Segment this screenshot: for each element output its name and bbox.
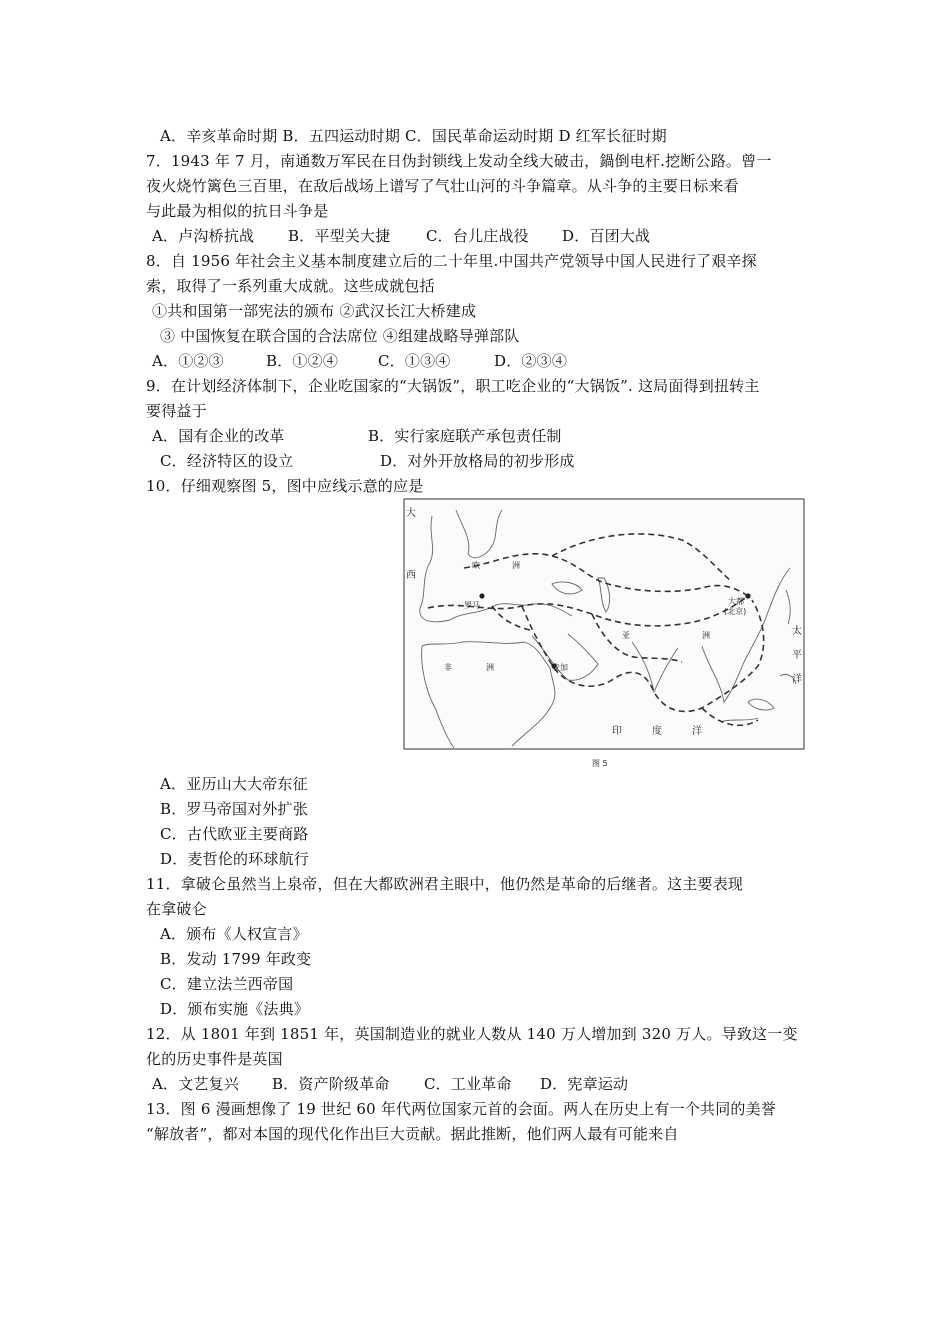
q12-option-b[interactable]: B．资产阶级革命 <box>272 1075 390 1093</box>
map-label-mecca: 麦加 <box>552 663 568 672</box>
q9-option-b[interactable]: B．实行家庭联产承包责任制 <box>368 427 562 445</box>
q8-options <box>152 351 567 371</box>
map-label-dadu-1: 大都 <box>728 597 744 606</box>
q10-option-b[interactable]: B．罗马帝国对外扩张 <box>160 800 309 818</box>
q10-option-a[interactable]: A．亚历山大大帝东征 <box>160 775 308 793</box>
q11-option-a[interactable]: A．颁布《人权宣言》 <box>160 925 308 943</box>
map-label-indian-1: 印 <box>612 726 622 737</box>
q13-stem-line1: 13．图 6 漫画想像了 19 世纪 60 年代两位国家元首的会面。两人在历史上有一个共同的美誉 <box>146 1100 777 1118</box>
q8-option-c[interactable]: C．①③④ <box>378 352 451 370</box>
q7-stem-line1: 7．1943 年 7 月，南通数万军民在日伪封锁线上发动全线大破击，鍋倒电杆.挖断公路。曾一 <box>146 152 772 170</box>
map-label-europe-2: 洲 <box>512 561 520 570</box>
q7-stem-line3: 与此最为相似的抗日斗争是 <box>146 202 329 220</box>
q9-options-row1 <box>152 426 562 446</box>
q12-options <box>152 1074 628 1094</box>
q10-stem: 10．仔细观察图 5，图中应线示意的应是 <box>146 477 424 495</box>
q8-option-a[interactable]: A．①②③ <box>152 352 224 370</box>
q11-option-d[interactable]: D．颁布实施《法典》 <box>160 1000 310 1018</box>
q6-options: A．辛亥革命时期 B．五四运动时期 C．国民革命运动时期 D 红军长征时期 <box>160 127 667 145</box>
q11-stem-line1: 11．拿破仑虽然当上泉帝，但在大都欧洲君主眼中，他仍然是革命的后继者。这主要表现 <box>146 875 744 893</box>
q9-option-c[interactable]: C．经济特区的设立 <box>160 452 294 470</box>
q9-options-row2 <box>160 451 575 471</box>
map-label-pacific-3: 洋 <box>792 674 802 685</box>
map-label-atlantic-2: 西 <box>406 570 416 581</box>
map-caption: 图 5 <box>592 759 608 768</box>
map-label-indian-2: 度 <box>652 726 662 737</box>
q7-options <box>152 226 650 246</box>
q12-option-a[interactable]: A．文艺复兴 <box>152 1075 240 1093</box>
q12-option-d[interactable]: D．宪章运动 <box>540 1075 629 1093</box>
q10-option-d[interactable]: D．麦哲伦的环球航行 <box>160 850 310 868</box>
q7-stem-line2: 夜火烧竹篱色三百里，在敌后战场上谱写了气壮山河的斗争篇章。从斗争的主要日标来看 <box>146 177 739 195</box>
map-label-rome: 罗马 <box>464 601 480 610</box>
map-label-africa-2: 洲 <box>486 663 494 672</box>
q9-stem-line1: 9．在计划经济体制下，企业吃国家的“大锅饭”，职工吃企业的“大锅饭”. 这局面得到扭转主 <box>146 377 760 395</box>
q11-stem-line2: 在拿破仑 <box>146 900 207 918</box>
map-label-asia-2: 洲 <box>702 631 710 640</box>
q12-stem-line2: 化的历史事件是英国 <box>146 1050 283 1068</box>
q8-option-d[interactable]: D．②③④ <box>494 352 568 370</box>
map-label-pacific-2: 平 <box>792 650 802 661</box>
q7-option-d[interactable]: D．百团大战 <box>562 227 651 245</box>
map-label-atlantic-1: 大 <box>406 508 416 519</box>
q9-stem-line2: 要得益于 <box>146 402 207 420</box>
map-label-asia-1: 亚 <box>622 631 630 640</box>
q13-stem-line2: “解放者”，都对本国的现代化作出巨大贡献。据此推断，他们两人最有可能来自 <box>146 1125 679 1143</box>
q7-option-c[interactable]: C．台儿庄战役 <box>426 227 529 245</box>
q11-option-b[interactable]: B．发动 1799 年政变 <box>160 950 312 968</box>
q10-option-c[interactable]: C．古代欧亚主要商路 <box>160 825 309 843</box>
q8-option-b[interactable]: B．①②④ <box>266 352 339 370</box>
map-label-indian-3: 洋 <box>692 726 702 737</box>
figure-5-map <box>402 496 806 772</box>
q8-items-line1: ①共和国第一部宪法的颁布 ②武汉长江大桥建成 <box>152 302 477 320</box>
map-label-europe-1: 欧 <box>472 561 480 570</box>
q8-items-line2: ③ 中国恢复在联合国的合法席位 ④组建战略导弹部队 <box>160 327 520 345</box>
q9-option-a[interactable]: A．国有企业的改革 <box>152 427 285 445</box>
q9-option-d[interactable]: D．对外开放格局的初步形成 <box>380 452 575 470</box>
q8-stem-line2: 索，取得了一系列重大成就。这些成就包括 <box>146 277 435 295</box>
map-label-africa-1: 非 <box>444 663 452 672</box>
map-label-pacific-1: 太 <box>792 626 802 637</box>
q11-option-c[interactable]: C．建立法兰西帝国 <box>160 975 294 993</box>
q8-stem-line1: 8．自 1956 年社会主义基本制度建立后的二十年里.中国共产党领导中国人民进行了艰辛探 <box>146 252 757 270</box>
q12-stem-line1: 12．从 1801 年到 1851 年，英国制造业的就业人数从 140 万人增加到 320 万人。导致这一变 <box>146 1025 798 1043</box>
map-label-dadu-2: (北京) <box>724 607 747 616</box>
q12-option-c[interactable]: C．工业革命 <box>424 1075 512 1093</box>
q7-option-b[interactable]: B．平型关大捷 <box>288 227 391 245</box>
q7-option-a[interactable]: A．卢沟桥抗战 <box>152 227 255 245</box>
